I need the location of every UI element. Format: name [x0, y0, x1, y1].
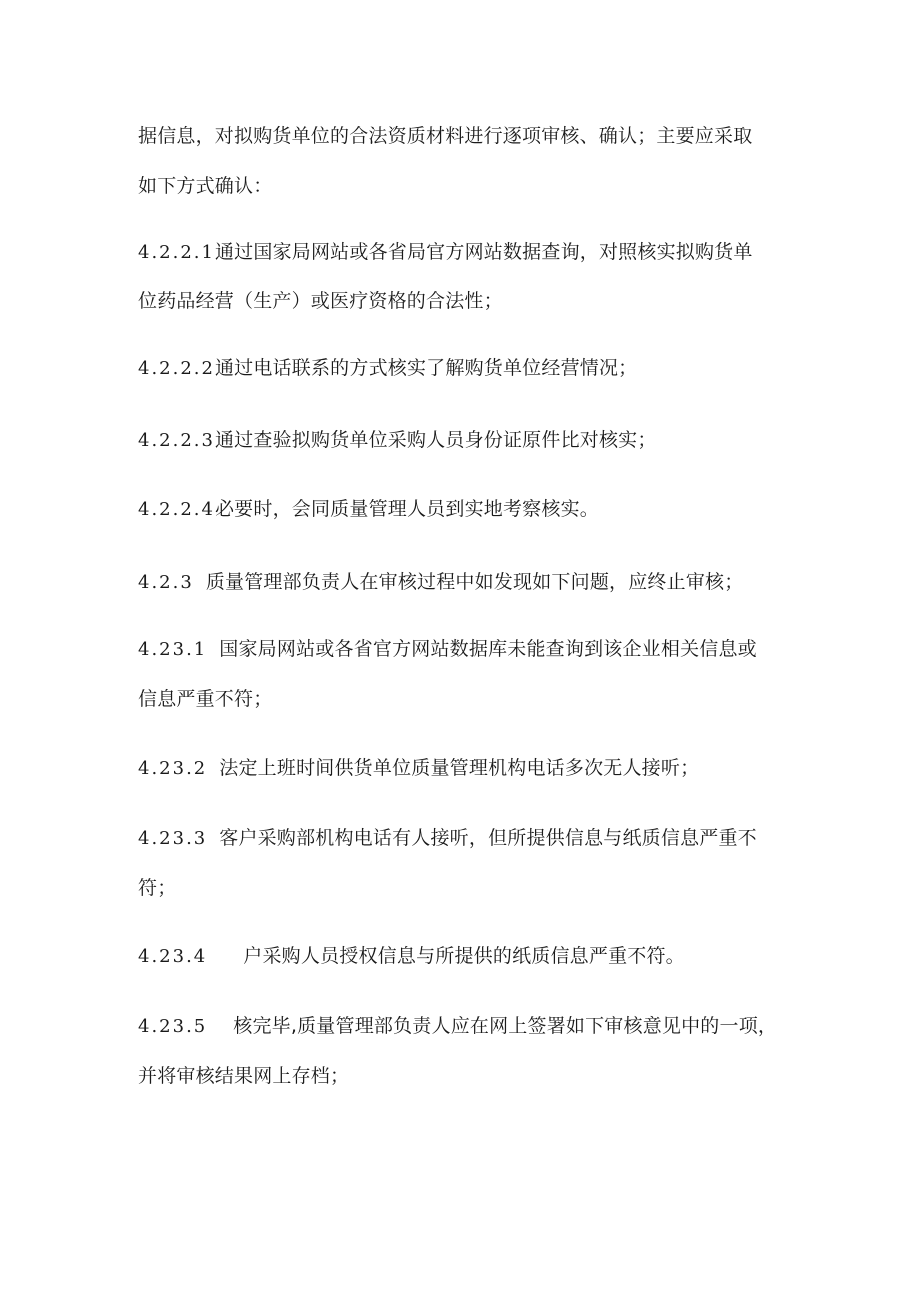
clause-4-2-2-2 — [138, 356, 798, 381]
line-text: 户采购人员授权信息与所提供的纸质信息严重不符。 — [243, 945, 685, 967]
line-text: 必要时，会同质量管理人员到实地考察核实。 — [214, 498, 599, 520]
clause-4-2-3 — [138, 570, 798, 595]
clause-number: 4.23.4 — [138, 946, 208, 967]
clause-number: 4.2.3 — [138, 572, 194, 593]
clause-4-23-3 — [138, 826, 798, 851]
line-text: 位药品经营（生产）或医疗资格的合法性； — [138, 290, 503, 312]
line-text: 信息严重不符； — [138, 688, 273, 710]
line-text: 国家局网站或各省官方网站数据库未能查询到该企业相关信息或 — [219, 638, 757, 660]
paragraph-line — [138, 174, 798, 198]
paragraph-line — [138, 687, 798, 711]
line-text: 通过国家局网站或各省局官方网站数据查询，对照核实拟购货单 — [214, 241, 753, 263]
line-text: 法定上班时间供货单位质量管理机构电话多次无人接听； — [219, 757, 700, 779]
clause-4-23-5 — [138, 1014, 798, 1039]
clause-number: 4.23.3 — [138, 828, 208, 849]
clause-4-2-2-3 — [138, 428, 798, 453]
line-text: 通过查验拟购货单位采购人员身份证原件比对核实； — [214, 429, 657, 451]
paragraph-line — [138, 876, 798, 900]
clause-number: 4.2.2.4 — [138, 499, 215, 520]
clause-number: 4.2.2.1 — [138, 242, 215, 263]
line-text: 符； — [138, 877, 177, 899]
clause-number: 4.2.2.2 — [138, 358, 215, 379]
line-text: 如下方式确认： — [138, 175, 273, 197]
line-text: 质量管理部负责人在审核过程中如发现如下问题，应终止审核； — [205, 571, 744, 593]
line-text: 据信息，对拟购货单位的合法资质材料进行逐项审核、确认；主要应采取 — [138, 125, 753, 147]
clause-number: 4.2.2.3 — [138, 430, 215, 451]
line-text: 客户采购部机构电话有人接听，但所提供信息与纸质信息严重不 — [219, 827, 757, 849]
clause-number: 4.23.5 — [138, 1016, 208, 1037]
line-text: 通过电话联系的方式核实了解购货单位经营情况； — [214, 357, 638, 379]
clause-4-23-1 — [138, 637, 798, 662]
paragraph-line — [138, 289, 798, 313]
clause-4-23-4 — [138, 944, 798, 969]
paragraph-line — [138, 124, 798, 148]
paragraph-line — [138, 1064, 798, 1088]
clause-number: 4.23.1 — [138, 639, 208, 660]
clause-4-23-2 — [138, 756, 798, 781]
line-text: 核完毕,质量管理部负责人应在网上签署如下审核意见中的一项， — [233, 1015, 778, 1037]
clause-4-2-2-1 — [138, 240, 798, 265]
clause-4-2-2-4 — [138, 497, 798, 522]
clause-number: 4.23.2 — [138, 758, 208, 779]
line-text: 并将审核结果网上存档； — [138, 1065, 350, 1087]
